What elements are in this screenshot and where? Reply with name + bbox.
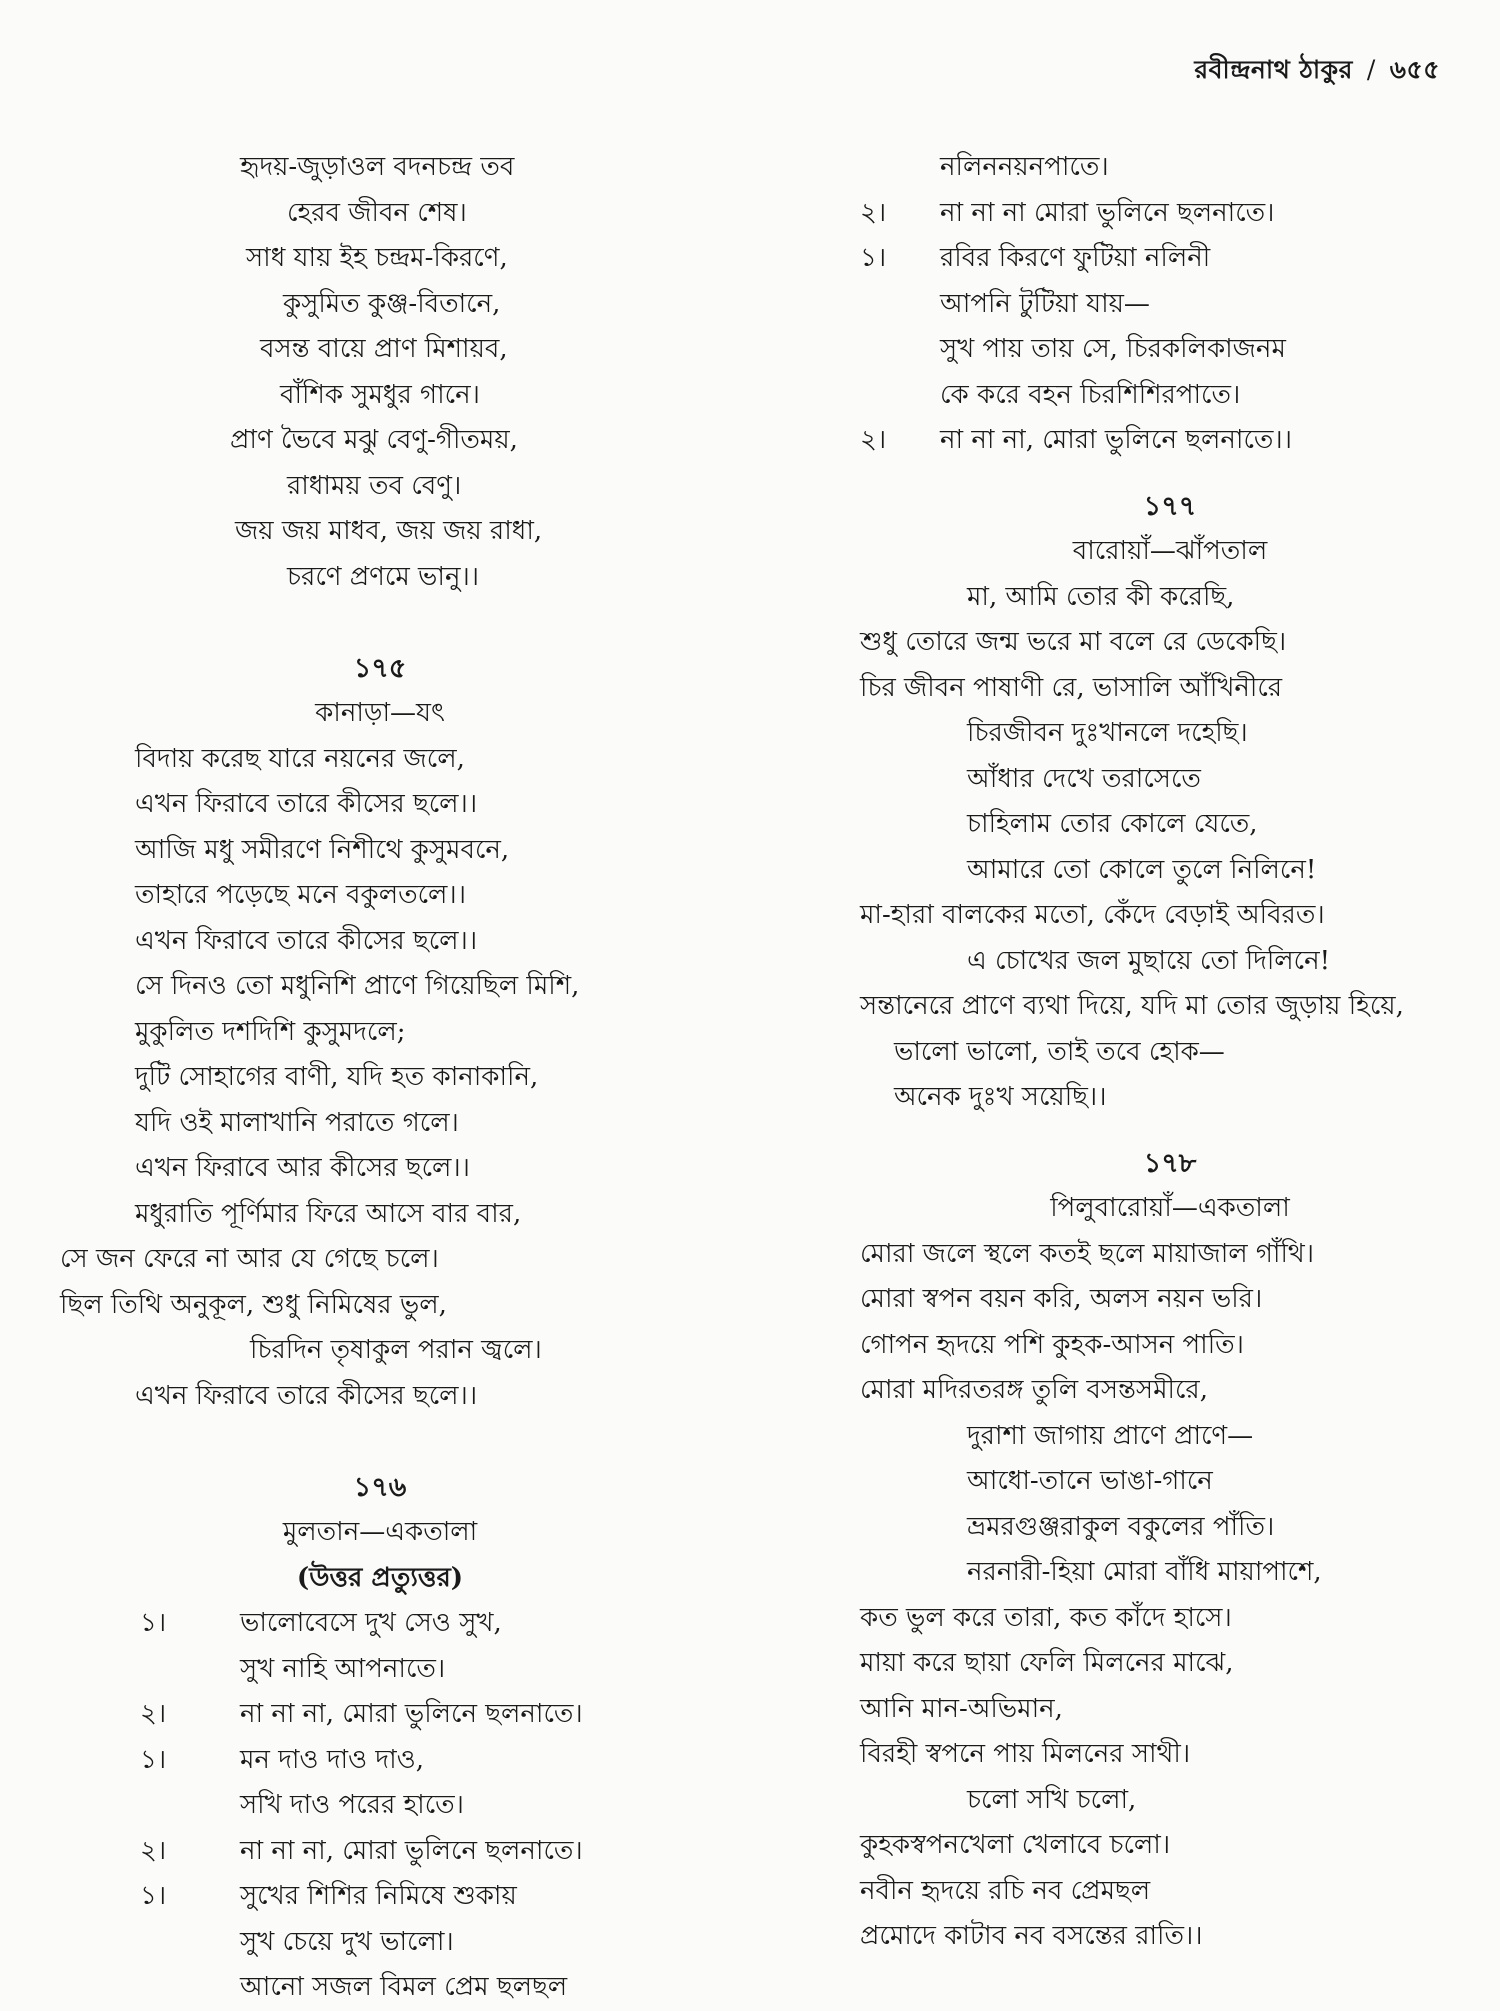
speaker-number: ২। [860, 425, 887, 455]
right-column [860, 145, 1480, 1960]
dialogue-line [860, 236, 1480, 282]
verse-line: কুসুমিত কুঞ্জ-বিতানে, [283, 288, 501, 319]
raga-tala: কানাড়া—যৎ [315, 698, 445, 728]
author-name: রবীন্দ্রনাথ ঠাকুর [1194, 55, 1353, 84]
verse-line: এ চোখের জল মুছায়ে তো দিলিনে! [967, 945, 1331, 976]
verse-line: হৃদয়-জুড়াওল বদনচন্দ্র তব [240, 152, 515, 182]
song-subtitle: (উত্তর প্রত্যুত্তর) [296, 1562, 464, 1593]
verse-line: প্রাণ ভৈবে মঝু বেণু-গীতময়, [230, 425, 518, 455]
raga-tala: বারোয়াঁ—ঝাঁপতাল [1072, 536, 1268, 566]
verse-line: কত ভুল করে তারা, কত কাঁদে হাসে। [860, 1602, 1232, 1633]
verse-text: সুখ পায় তায় সে, চিরকলিকাজনম [940, 334, 1286, 364]
verse-line: ভালো ভালো, তাই তবে হোক— [894, 1036, 1225, 1067]
verse-line: আঁধার দেখে তরাসেতে [967, 763, 1201, 794]
verse-line: ছিল তিথি অনুকূল, শুধু নিমিষের ভুল, [60, 1289, 447, 1320]
verse-line: মা, আমি তোর কী করেছি, [967, 581, 1235, 612]
speaker-number: ১। [860, 243, 887, 273]
verse-line: চির জীবন পাষাণী রে, ভাসালি আঁখিনীরে [860, 672, 1283, 703]
verse-text: না না না, মোরা ভুলিনে ছলনাতে। [240, 1699, 583, 1729]
verse-text: না না না, মোরা ভুলিনে ছলনাতে। [240, 1835, 583, 1866]
verse-line: মোরা জলে স্থলে কতই ছলে মায়াজাল গাঁথি। [860, 1238, 1315, 1269]
verse-text: না না না, মোরা ভুলিনে ছলনাতে।। [940, 425, 1293, 455]
verse-line: সাধ যায় ইহ চন্দ্রম-কিরণে, [246, 243, 508, 273]
verse-line: মা-হারা বালকের মতো, কেঁদে বেড়াই অবিরত। [860, 900, 1325, 930]
verse-text: আনো সজল বিমল প্রেম ছলছল [240, 1972, 568, 2002]
verse-line: দুরাশা জাগায় প্রাণে প্রাণে— [967, 1420, 1254, 1451]
dialogue-line [60, 1783, 700, 1829]
verse-line: আমারে তো কোলে তুলে নিলিনে! [967, 854, 1317, 885]
verse-line: মুকুলিত দশদিশি কুসুমদলে; [135, 1016, 406, 1047]
verse-line: রাধাময় তব বেণু। [287, 470, 462, 501]
verse-text: সুখ চেয়ে দুখ ভালো। [240, 1926, 454, 1957]
verse-line: সে দিনও তো মধুনিশি প্রাণে গিয়েছিল মিশি, [135, 971, 580, 1001]
verse-line: চরণে প্রণমে ভানু।। [287, 561, 480, 592]
verse-line: অনেক দুঃখ সয়েছি।। [894, 1082, 1107, 1112]
dialogue-line [860, 418, 1480, 464]
dialogue-line [60, 1692, 700, 1738]
song-number: ১৭৮ [1143, 1147, 1197, 1179]
song-number: ১৭৫ [353, 652, 407, 684]
speaker-number: ১। [140, 1744, 167, 1775]
verse-line: চিরজীবন দুঃখানলে দহেছি। [967, 718, 1248, 748]
song-number: ১৭৭ [1143, 490, 1197, 522]
verse-line: তাহারে পড়েছে মনে বকুলতলে।। [135, 880, 467, 910]
verse-line: মায়া করে ছায়া ফেলি মিলনের মাঝে, [860, 1648, 1234, 1678]
verse-line: গোপন হৃদয়ে পশি কুহক-আসন পাতি। [860, 1329, 1244, 1360]
verse-line: চলো সখি চলো, [967, 1784, 1137, 1815]
verse-text: কে করে বহন চিরশিশিরপাতে। [940, 379, 1241, 410]
left-column [60, 145, 700, 2011]
header-separator: / [1366, 55, 1376, 84]
dialogue-line [860, 191, 1480, 237]
verse-line: চাহিলাম তোর কোলে যেতে, [967, 809, 1258, 839]
verse-line: বিদায় করেছ যারে নয়নের জলে, [135, 743, 465, 774]
dialogue-line [60, 1829, 700, 1875]
verse-line: এখন ফিরাবে তারে কীসের ছলে।। [135, 789, 478, 819]
verse-text: মন দাও দাও দাও, [240, 1744, 425, 1775]
speaker-number: ২। [860, 197, 887, 228]
verse-text: আপনি টুটিয়া যায়— [940, 288, 1150, 319]
song-178 [860, 1141, 1480, 1960]
speaker-number: ১। [140, 1881, 167, 1911]
verse-line: এখন ফিরাবে তারে কীসের ছলে।। [135, 1380, 478, 1411]
verse-line: চিরদিন তৃষাকুল পরান জ্বলে। [250, 1335, 542, 1365]
dialogue-line [60, 1738, 700, 1784]
verse-line: মধুরাতি পূর্ণিমার ফিরে আসে বার বার, [135, 1198, 522, 1229]
verse-text: ভালোবেসে দুখ সেও সুখ, [240, 1608, 502, 1638]
verse-line: মোরা স্বপন বয়ন করি, অলস নয়ন ভরি। [860, 1284, 1263, 1314]
verse-line: বিরহী স্বপনে পায় মিলনের সাথী। [860, 1739, 1191, 1769]
verse-line: নরনারী-হিয়া মোরা বাঁধি মায়াপাশে, [967, 1557, 1322, 1587]
verse-line: কুহকস্বপনখেলা খেলাবে চলো। [860, 1830, 1171, 1860]
verse-line: প্রমোদে কাটাব নব বসন্তের রাতি।। [860, 1921, 1203, 1951]
song-175 [60, 646, 700, 1420]
verse-text: সুখের শিশির নিমিষে শুকায় [240, 1881, 517, 1911]
running-header [1194, 50, 1440, 93]
verse-text: না না না মোরা ভুলিনে ছলনাতে। [940, 197, 1275, 228]
verse-line: হেরব জীবন শেষ। [287, 197, 467, 228]
verse-line: দুটি সোহাগের বাণী, যদি হত কানাকানি, [135, 1062, 539, 1092]
verse-line: ভ্রমরগুঞ্জরাকুল বকুলের পাঁতি। [967, 1511, 1275, 1542]
verse-line: আনি মান-অভিমান, [860, 1693, 1063, 1724]
song-number: ১৭৬ [353, 1471, 407, 1503]
dialogue-line [860, 373, 1480, 419]
song-174-continuation [60, 145, 700, 600]
verse-text: রবির কিরণে ফুটিয়া নলিনী [940, 243, 1211, 273]
verse-line: আজি মধু সমীরণে নিশীথে কুসুমবনে, [135, 834, 510, 865]
verse-line: জয় জয় মাধব, জয় জয় রাধা, [235, 516, 543, 546]
verse-line: আধো-তানে ভাঙা-গানে [967, 1466, 1213, 1496]
raga-tala: পিলুবারোয়াঁ—একতালা [1050, 1193, 1290, 1223]
raga-tala: মুলতান—একতালা [282, 1517, 478, 1547]
verse-line: সন্তানেরে প্রাণে ব্যথা দিয়ে, যদি মা তোর জুড়ায় হিয়ে, [860, 991, 1404, 1021]
song-177 [860, 484, 1480, 1121]
verse-line: বাঁশিক সুমধুর গানে। [280, 379, 480, 410]
verse-line: শুধু তোরে জন্ম ভরে মা বলে রে ডেকেছি। [860, 627, 1287, 657]
dialogue-line [60, 1601, 700, 1647]
verse-line: সে জন ফেরে না আর যে গেছে চলে। [60, 1244, 439, 1274]
verse-line: মোরা মদিরতরঙ্গ তুলি বসন্তসমীরে, [860, 1375, 1209, 1405]
verse-line: বসন্ত বায়ে প্রাণ মিশায়ব, [260, 334, 508, 364]
verse-line: যদি ওই মালাখানি পরাতে গলে। [135, 1107, 459, 1138]
verse-text: সখি দাও পরের হাতে। [240, 1790, 464, 1820]
page-number: ৬৫৫ [1389, 55, 1440, 84]
dialogue-line [60, 1874, 700, 1920]
song-176 [60, 1465, 700, 2011]
dialogue-line [860, 145, 1480, 191]
speaker-number: ১। [140, 1608, 167, 1638]
speaker-number: ২। [140, 1699, 167, 1729]
dialogue-line [60, 1920, 700, 1966]
verse-line: এখন ফিরাবে তারে কীসের ছলে।। [135, 925, 478, 956]
speaker-number: ২। [140, 1835, 167, 1866]
verse-text: নলিননয়নপাতে। [940, 152, 1109, 182]
verse-line: নবীন হৃদয়ে রচি নব প্রেমছল [860, 1875, 1151, 1906]
song-176-continuation [860, 145, 1480, 464]
dialogue-line [860, 327, 1480, 373]
dialogue-line [60, 1647, 700, 1693]
verse-text: সুখ নাহি আপনাতে। [240, 1653, 446, 1684]
dialogue-line [60, 1965, 700, 2011]
verse-line: এখন ফিরাবে আর কীসের ছলে।। [135, 1153, 470, 1183]
dialogue-line [860, 282, 1480, 328]
